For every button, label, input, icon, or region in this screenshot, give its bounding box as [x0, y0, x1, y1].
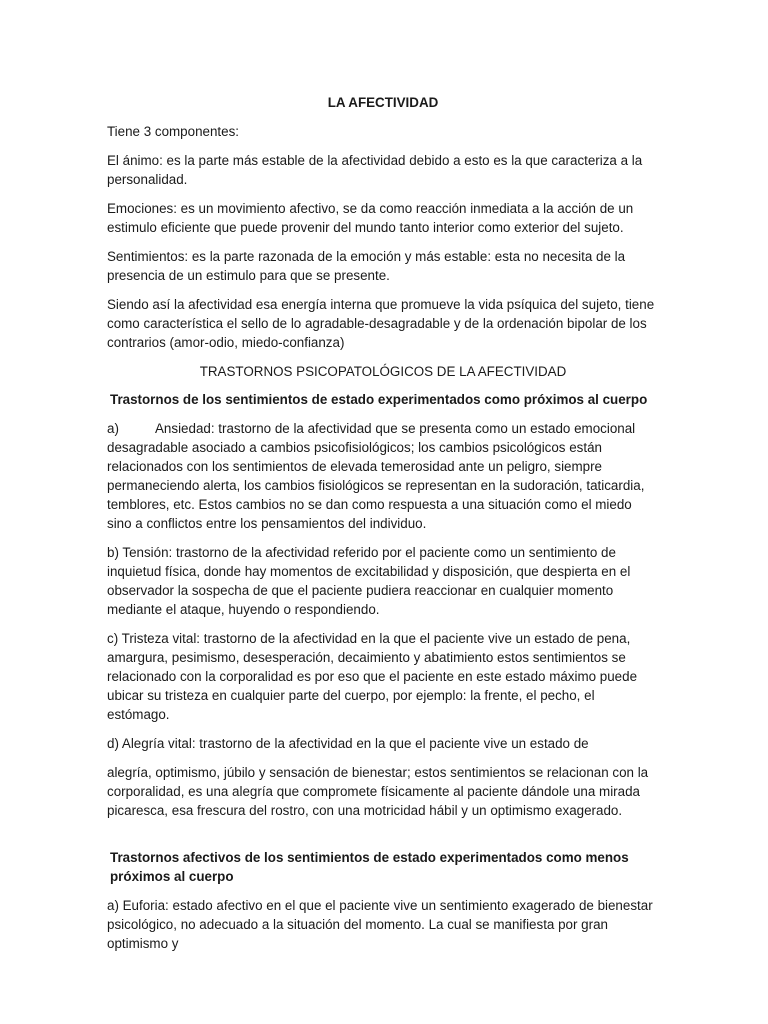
section-subtitle: TRASTORNOS PSICOPATOLÓGICOS DE LA AFECTIVIDAD [199, 364, 567, 379]
list-item-text: Ansiedad: trastorno de la afectividad que se presenta como un estado emocional desagradable asociado a cambios psicofisiológicos; los cambios psicológicos están relacionados con los sentimientos de elevada temerosidad ante un peligro, siempre permaneciendo alerta, los cambios fisiológicos se representan en la sudoración, taticardia, temblores, etc. Estos cambios no se dan como respuesta a una situación como el miedo sino a conflictos entre los pensamientos del individuo. [107, 421, 645, 531]
section-heading-proximos: Trastornos de los sentimientos de estado experimentados como próximos al cuerpo [110, 392, 648, 407]
document-title: LA AFECTIVIDAD [327, 95, 439, 110]
list-item-euforia: a) Euforia: estado afectivo en el que el paciente vive un sentimiento exagerado de bienestar psicológico, no adecuado a la situación del momento. La cual se manifiesta por gran optimismo y [107, 898, 653, 951]
list-item-tension: b) Tensión: trastorno de la afectividad referido por el paciente como un sentimiento de inquietud física, donde hay momentos de excitabilidad y disposición, que despierta en el observador la sospecha de que el paciente pudiera reaccionar en cualquier momento mediante el ataque, huyendo o respondiendo. [107, 545, 631, 617]
paragraph-conclusion: Siendo así la afectividad esa energía interna que promueve la vida psíquica del sujeto, tiene como característica el sello de lo agradable-desagradable y de la ordenación bipolar de los contrarios (amor-odio, miedo-confianza) [107, 297, 655, 350]
list-item-alegria: d) Alegría vital: trastorno de la afectividad en la que el paciente vive un estado de [107, 736, 589, 751]
list-item-alegria-continued: alegría, optimismo, júbilo y sensación de bienestar; estos sentimientos se relacionan con la corporalidad, es una alegría que compromete físicamente al paciente dándole una mirada picaresca, esa frescura del rostro, con una motricidad hábil y un optimismo exagerado. [107, 765, 649, 818]
list-item-ansiedad [107, 419, 659, 533]
paragraph-animo: El ánimo: es la parte más estable de la afectividad debido a esto es la que caracteriza a la personalidad. [107, 153, 643, 187]
intro-paragraph: Tiene 3 componentes: [107, 124, 240, 139]
list-item-tristeza: c) Tristeza vital: trastorno de la afectividad en la que el paciente vive un estado de pena, amargura, pesimismo, desesperación, decaimiento y abatimiento estos sentimientos se relacionado con la corporalidad es por eso que el paciente en este estado máximo puede ubicar su tristeza en cualquier parte del cuerpo, por ejemplo: la frente, el pecho, el estómago. [107, 631, 638, 722]
section-heading-menos-proximos: Trastornos afectivos de los sentimientos de estado experimentados como menos próximos al cuerpo [110, 850, 629, 884]
paragraph-sentimientos: Sentimientos: es la parte razonada de la emoción y más estable: esta no necesita de la presencia de un estimulo para que se presente. [107, 249, 626, 283]
list-marker: a) [107, 421, 119, 436]
paragraph-emociones: Emociones: es un movimiento afectivo, se da como reacción inmediata a la acción de un estimulo eficiente que puede provenir del mundo tanto interior como exterior del sujeto. [107, 201, 634, 235]
document-body [107, 93, 659, 963]
